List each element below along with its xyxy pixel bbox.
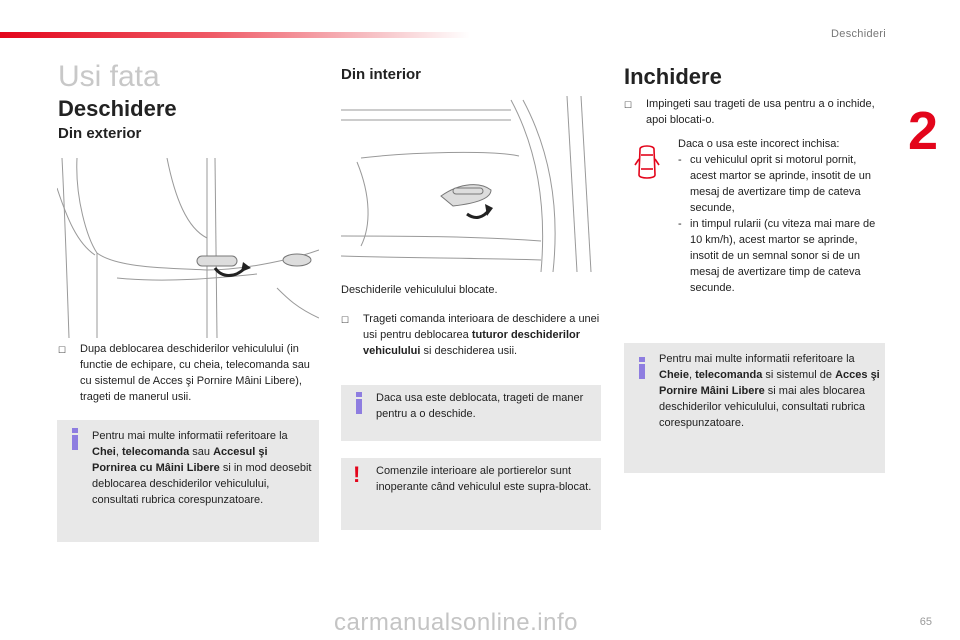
- header-accent-bar: [0, 32, 470, 38]
- col2-info-box: [341, 385, 601, 441]
- heading-deschidere: Deschidere: [58, 96, 177, 121]
- info-icon: [353, 392, 365, 414]
- bullet-marker: ☐: [624, 100, 633, 110]
- col1-bullet-text: Dupa deblocarea deschiderilor vehiculului (in functie de echipare, cu cheia, telecomanda sau cu sistemul de Acces şi Pornire Mâini Libere), trageti de manerul usii.: [80, 343, 310, 403]
- col3-bullet-text: Impingeti sau trageti de usa pentru a o inchide, apoi blocati-o.: [646, 98, 875, 126]
- col1-info-box: [57, 420, 319, 542]
- bullet-marker: ☐: [341, 315, 350, 325]
- col2-info-text: Daca usa este deblocata, trageti de maner pentru a o deschide.: [376, 392, 584, 420]
- list-dash: -: [678, 218, 682, 230]
- subheading-din-exterior: Din exterior: [58, 125, 142, 142]
- chapter-number: 2: [907, 101, 938, 161]
- interior-door-handle-illustration: [341, 96, 601, 272]
- col3-warning-intro: Daca o usa este incorect inchisa:: [678, 138, 840, 150]
- col3-info-text: Pentru mai multe informatii referitoare la Cheie, telecomanda si sistemul de Acces şi Pornire Mâini Libere si mai ales blocarea deschiderilor vehiculului, consultati rubrica corespunzatoare.: [659, 353, 880, 429]
- info-icon: [636, 357, 648, 379]
- section-name: Deschideri: [831, 28, 886, 40]
- watermark: carmanualsonline.info: [334, 609, 578, 636]
- door-open-warning-icon: [634, 143, 660, 181]
- heading-din-interior: Din interior: [341, 66, 422, 83]
- col2-warning-text: Comenzile interioare ale portierelor sunt inoperante când vehiculul este supra-blocat.: [376, 465, 592, 493]
- col2-warning-box: [341, 458, 601, 530]
- col3-warning-item-1: cu vehiculul oprit si motorul pornit, acest martor se aprinde, insotit de un mesaj de avertizare timp de cateva secunde,: [690, 154, 871, 214]
- exterior-door-handle-illustration: [57, 158, 319, 338]
- info-icon: [69, 428, 81, 450]
- page-title: Usi fata: [58, 60, 160, 93]
- col3-warning-item-2: in timpul rularii (cu viteza mai mare de 10 km/h), acest martor se aprinde, insotit de un semnal sonor si de un mesaj de avertizare timp de cateva secunde.: [690, 218, 876, 294]
- col3-info-box: [624, 343, 885, 473]
- bullet-marker: ☐: [58, 345, 67, 355]
- heading-inchidere: Inchidere: [624, 64, 722, 89]
- warning-icon: !: [353, 462, 361, 487]
- list-dash: -: [678, 154, 682, 166]
- page-number: 65: [919, 616, 932, 628]
- col2-caption: Deschiderile vehiculului blocate.: [341, 284, 498, 296]
- col2-bullet-text: Trageti comanda interioara de deschidere a unei usi pentru deblocarea tuturor deschiderilor vehiculului si deschiderea usii.: [363, 313, 600, 357]
- col1-info-text: Pentru mai multe informatii referitoare la Chei, telecomanda sau Accesul şi Pornirea cu Mâini Libere si in mod deosebit deblocarea deschiderilor vehiculului, consultati rubrica corespunzatoare.: [92, 430, 312, 506]
